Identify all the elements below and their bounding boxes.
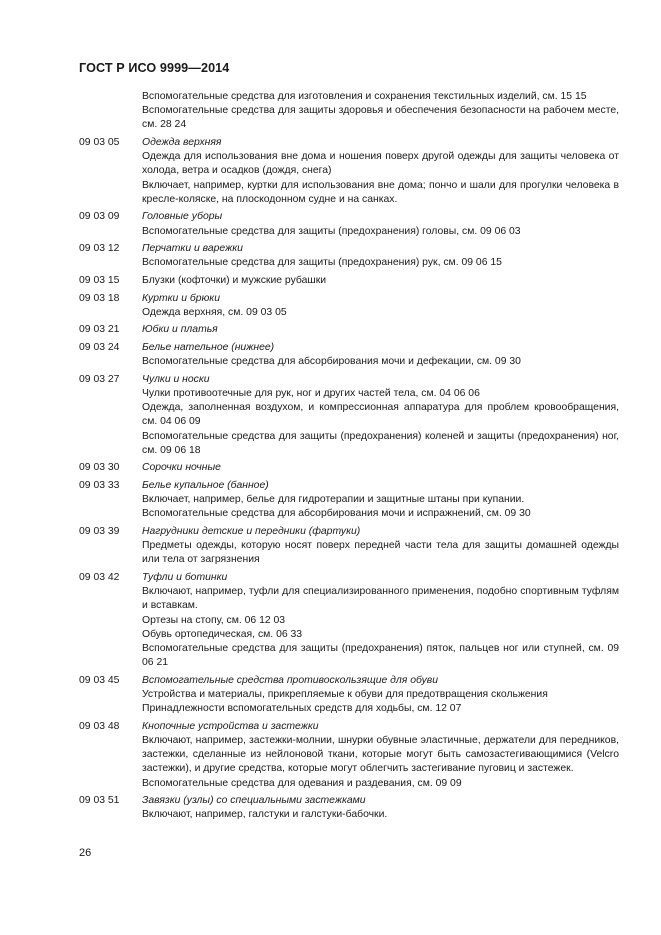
entry-body xyxy=(142,720,619,791)
entry-code: 09 03 48 xyxy=(79,720,120,732)
entry-title: Юбки и платья xyxy=(142,324,218,336)
entry-body xyxy=(142,571,619,670)
entry-description: Вспомогательные средства для абсорбирования мочи и испражнений, см. 09 30 xyxy=(142,508,531,520)
entry-description: Вспомогательные средства для изготовления и сохранения текстильных изделий, см. 15 15 xyxy=(142,91,587,102)
entry-title: Белье купальное (банное) xyxy=(142,479,269,491)
classification-entry xyxy=(79,373,619,458)
entry-body xyxy=(142,90,619,133)
entry-description: Одежда, заполненная воздухом, и компрессионная аппаратура для проблем кровообращения, см. 04 06 09 xyxy=(142,402,619,428)
entry-description: Ортезы на стопу, см. 06 12 03 xyxy=(142,614,286,626)
entry-code: 09 03 18 xyxy=(79,292,120,304)
entry-code: 09 03 09 xyxy=(79,211,120,223)
entry-description: Вспомогательные средства для защиты (предохранения) рук, см. 09 06 15 xyxy=(142,257,502,269)
classification-entry xyxy=(79,571,619,670)
classification-entry xyxy=(79,461,619,475)
entry-title: Чулки и носки xyxy=(142,373,210,385)
entry-body xyxy=(142,274,619,288)
entry-description: Принадлежности вспомогательных средств для ходьбы, см. 12 07 xyxy=(142,703,462,715)
entry-code: 09 03 51 xyxy=(79,795,120,807)
page-number: 26 xyxy=(79,847,92,859)
entry-code: 09 03 45 xyxy=(79,674,120,686)
entry-description: Включают, например, галстуки и галстуки-бабочки. xyxy=(142,809,388,821)
entry-description: Вспомогательные средства для защиты (предохранения) головы, см. 09 06 03 xyxy=(142,225,521,237)
entry-body xyxy=(142,461,619,475)
classification-entry xyxy=(79,525,619,568)
entry-description: Устройства и материалы, прикрепляемые к обуви для предотвращения скольжения xyxy=(142,689,548,700)
entry-description: Блузки (кофточки) и мужские рубашки xyxy=(142,275,327,286)
entry-body xyxy=(142,292,619,320)
entry-description: Предметы одежды, которую носят поверх передней части тела для защиты домашней одежды или тела от загрязнения xyxy=(142,540,619,566)
entry-body xyxy=(142,323,619,337)
entry-code: 09 03 12 xyxy=(79,243,120,255)
entry-description: Одежда для использования вне дома и ношения поверх другой одежды для защиты человека от холода, ветра и осадков (дождя, снега) xyxy=(142,151,619,177)
entry-body xyxy=(142,674,619,717)
entry-title: Завязки (узлы) со специальными застежками xyxy=(142,795,366,807)
entry-body xyxy=(142,794,619,822)
entry-description: Включает, например, белье для гидротерапии и защитные штаны при купании. xyxy=(142,494,525,506)
entry-body xyxy=(142,525,619,568)
entry-description: Включает, например, куртки для использования вне дома; пончо и шали для прогулки человека в кресле-коляске, на плоскодонном судне и на санках. xyxy=(142,179,619,205)
entry-title: Туфли и ботинки xyxy=(142,571,228,583)
entry-code: 09 03 42 xyxy=(79,571,120,583)
entry-code: 09 03 30 xyxy=(79,462,120,474)
entry-title: Перчатки и варежки xyxy=(142,243,243,255)
entry-body xyxy=(142,136,619,207)
classification-entry xyxy=(79,674,619,717)
entry-body xyxy=(142,373,619,458)
entry-body xyxy=(142,341,619,369)
entry-code: 09 03 05 xyxy=(79,137,120,148)
entry-title: Белье нательное (нижнее) xyxy=(142,341,275,353)
classification-list xyxy=(79,90,619,826)
classification-entry xyxy=(79,242,619,270)
entry-code: 09 03 39 xyxy=(79,525,120,537)
classification-entry xyxy=(79,210,619,238)
entry-title: Кнопочные устройства и застежки xyxy=(142,720,319,732)
classification-entry xyxy=(79,292,619,320)
classification-entry xyxy=(79,274,619,288)
entry-title: Сорочки ночные xyxy=(142,462,221,474)
entry-description: Обувь ортопедическая, см. 06 33 xyxy=(142,628,303,640)
entry-description: Чулки противоотечные для рук, ног и других частей тела, см. 04 06 06 xyxy=(142,387,480,399)
entry-title: Куртки и брюки xyxy=(142,292,220,304)
entry-title: Одежда верхняя xyxy=(142,137,222,148)
classification-entry xyxy=(79,341,619,369)
entry-code: 09 03 15 xyxy=(79,275,120,286)
classification-entry xyxy=(79,720,619,791)
classification-entry xyxy=(79,136,619,207)
entry-description: Вспомогательные средства для защиты здоровья и обеспечения безопасности на рабочем месте, см. 28 24 xyxy=(142,105,619,131)
entry-body xyxy=(142,479,619,522)
entry-title: Нагрудники детские и передники (фартуки) xyxy=(142,525,361,537)
entry-code: 09 03 24 xyxy=(79,341,120,353)
entry-description: Вспомогательные средства для абсорбирования мочи и дефекации, см. 09 30 xyxy=(142,356,521,368)
entry-title: Вспомогательные средства противоскользящие для обуви xyxy=(142,674,439,686)
entry-description: Одежда верхняя, см. 09 03 05 xyxy=(142,306,287,318)
entry-description: Вспомогательные средства для одевания и раздевания, см. 09 09 xyxy=(142,777,462,789)
entry-title: Головные уборы xyxy=(142,211,223,223)
entry-description: Вспомогательные средства для защиты (предохранения) коленей и защиты (предохранения) ног, см. 09 06 18 xyxy=(142,430,619,456)
entry-body xyxy=(142,242,619,270)
entry-code: 09 03 33 xyxy=(79,479,120,491)
entry-body xyxy=(142,210,619,238)
entry-code: 09 03 21 xyxy=(79,324,120,336)
document-header: ГОСТ Р ИСО 9999—2014 xyxy=(79,61,230,75)
classification-entry xyxy=(79,323,619,337)
entry-code xyxy=(79,90,142,133)
entry-description: Включают, например, застежки-молнии, шнурки обувные эластичные, держатели для передников, застежки, сделанные из нейлоновой ткани, которые могут быть самозастегивающимися (Velcro застежки), и другие средства, которые могут облегчить застегивание пуговиц и застежек. xyxy=(142,735,619,775)
classification-entry xyxy=(79,794,619,822)
classification-entry xyxy=(79,479,619,522)
entry-description: Вспомогательные средства для защиты (предохранения) пяток, пальцев ног или ступней, см. 09 06 21 xyxy=(142,643,619,669)
classification-entry xyxy=(79,90,619,133)
entry-description: Включают, например, туфли для специализированного применения, подобно спортивным туфлям и вставкам. xyxy=(142,586,619,612)
entry-code: 09 03 27 xyxy=(79,373,120,385)
